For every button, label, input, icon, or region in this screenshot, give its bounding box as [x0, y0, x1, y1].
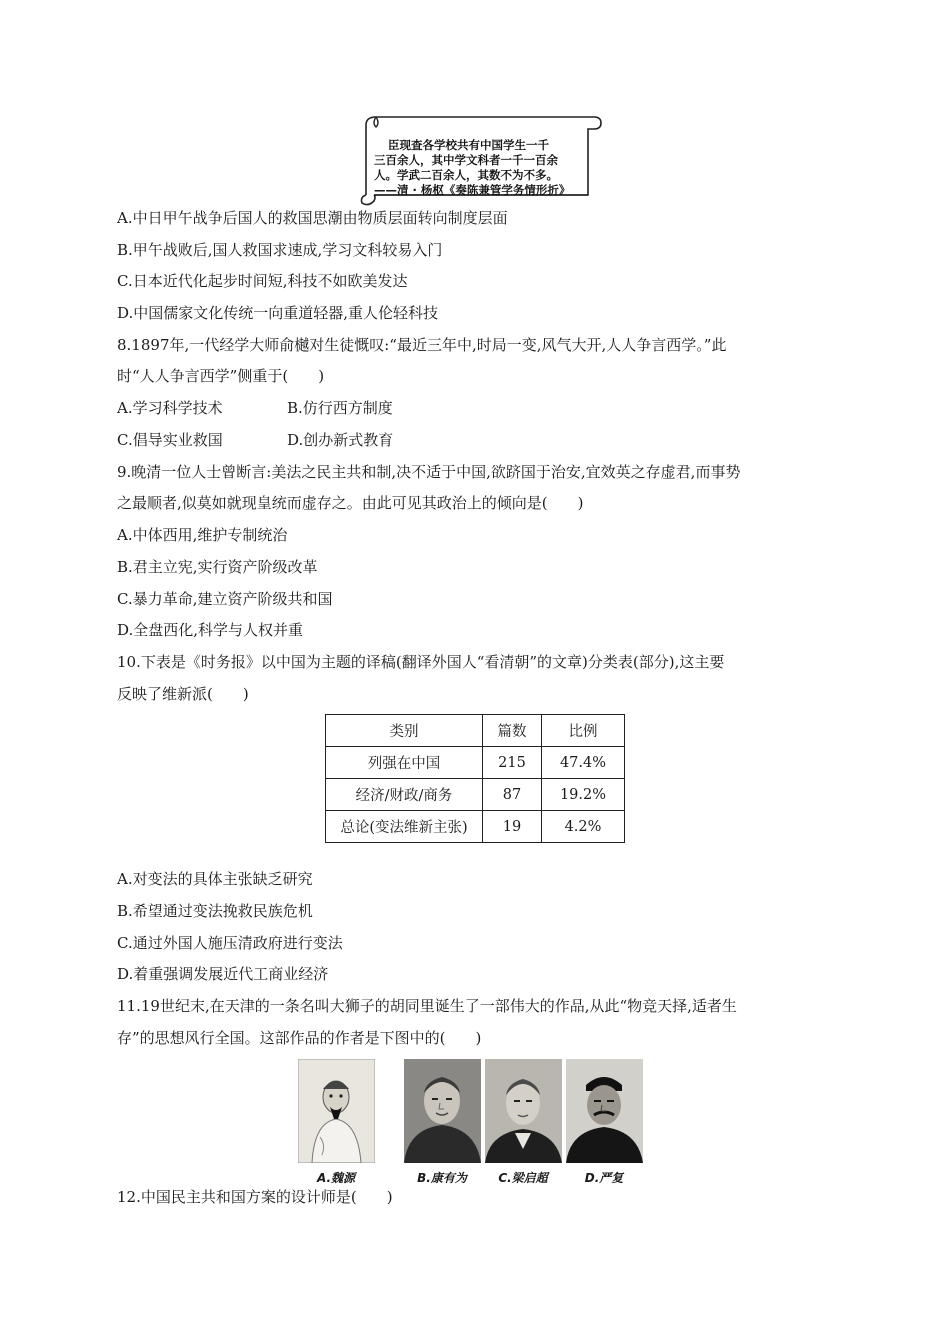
q11-stem: 11.19世纪末,在天津的一条名叫大狮子的胡同里诞生了一部伟大的作品,从此“物竞天择,适者生	[117, 997, 737, 1015]
table-header-cell: 类别	[326, 715, 483, 747]
portrait-a-image	[298, 1059, 375, 1163]
table-cell: 列强在中国	[326, 747, 483, 779]
q9-option-b: B.君主立宪,实行资产阶级改革	[117, 558, 318, 576]
q9-option-a: A.中体西用,维护专制统治	[117, 526, 288, 544]
table-cell: 经济/财政/商务	[326, 779, 483, 811]
table-header-cell: 篇数	[483, 715, 542, 747]
table-row	[326, 811, 625, 843]
portrait-caption-d: D.严复	[584, 1171, 624, 1185]
portrait-c-image	[485, 1059, 562, 1163]
q7-option-d: D.中国儒家文化传统一向重道轻器,重人伦轻科技	[117, 304, 439, 322]
q7-option-b: B.甲午战败后,国人救国求速成,学习文科较易入门	[117, 241, 443, 259]
scroll-line: 三百余人，其中学文科者一千一百余	[374, 153, 558, 167]
q12-stem: 12.中国民主共和国方案的设计师是( )	[117, 1188, 393, 1206]
q8-stem: 8.1897年,一代经学大师俞樾对生徒慨叹:“最近三年中,时局一变,风气大开,人人争言西学。”此	[117, 336, 727, 354]
table-header-row	[326, 715, 625, 747]
scroll-line: 臣现查各学校共有中国学生一千	[388, 138, 549, 152]
q9-stem: 9.晚清一位人士曾断言:美法之民主共和制,决不适于中国,欲跻国于治安,宜效英之存虚君,而事势	[117, 463, 741, 481]
portrait-gallery	[298, 1059, 654, 1189]
q8-option-c: C.倡导实业救国	[117, 431, 223, 449]
table-cell: 19	[483, 811, 542, 843]
q8-stem: 时“人人争言西学”侧重于( )	[117, 367, 325, 385]
table-cell: 215	[483, 747, 542, 779]
q8-option-b: B.仿行西方制度	[287, 399, 393, 417]
portrait-b-image	[404, 1059, 481, 1163]
table-header-cell: 比例	[542, 715, 625, 747]
q7-option-a: A.中日甲午战争后国人的救国思潮由物质层面转向制度层面	[117, 209, 508, 227]
scroll-line: 人。学武二百余人，其数不为不多。	[374, 168, 558, 182]
q8-option-d: D.创办新式教育	[287, 431, 394, 449]
portrait-caption-b: B.康有为	[417, 1171, 467, 1185]
portrait-caption-c: C.梁启超	[498, 1171, 548, 1185]
q8-option-a: A.学习科学技术	[117, 399, 223, 417]
translation-category-table	[325, 714, 625, 843]
table-cell: 4.2%	[542, 811, 625, 843]
table-cell: 19.2%	[542, 779, 625, 811]
q9-option-d: D.全盘西化,科学与人权并重	[117, 621, 304, 639]
q10-option-a: A.对变法的具体主张缺乏研究	[117, 870, 313, 888]
quote-scroll	[358, 111, 602, 207]
table-cell: 87	[483, 779, 542, 811]
q9-option-c: C.暴力革命,建立资产阶级共和国	[117, 590, 333, 608]
scroll-quote-text	[374, 138, 596, 198]
portrait-caption-a: A.魏源	[316, 1171, 356, 1185]
q11-stem: 存”的思想风行全国。这部作品的作者是下图中的( )	[117, 1029, 482, 1047]
scroll-line: ——清 · 杨枢《奏陈兼管学务情形折》	[374, 183, 571, 197]
q9-stem: 之最顺者,似莫如就现皇统而虚存之。由此可见其政治上的倾向是( )	[117, 494, 584, 512]
table-cell: 47.4%	[542, 747, 625, 779]
portrait-d-image	[566, 1059, 643, 1163]
q10-option-d: D.着重强调发展近代工商业经济	[117, 965, 329, 983]
q10-stem: 10.下表是《时务报》以中国为主题的译稿(翻译外国人“看清朝”的文章)分类表(部分),这主要	[117, 653, 725, 671]
table-row	[326, 747, 625, 779]
q7-option-c: C.日本近代化起步时间短,科技不如欧美发达	[117, 272, 408, 290]
q10-option-b: B.希望通过变法挽救民族危机	[117, 902, 313, 920]
table-cell: 总论(变法维新主张)	[326, 811, 483, 843]
q10-stem: 反映了维新派( )	[117, 685, 249, 703]
q10-option-c: C.通过外国人施压清政府进行变法	[117, 934, 343, 952]
table-row	[326, 779, 625, 811]
